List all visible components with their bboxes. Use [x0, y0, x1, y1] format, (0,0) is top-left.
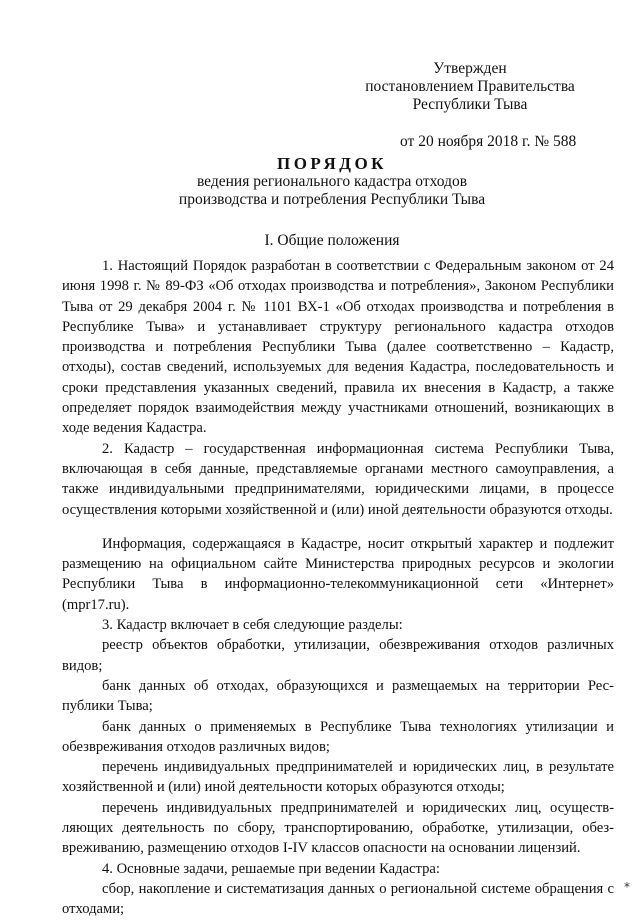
approval-line-approved: Утвержден [433, 60, 507, 77]
list-item-generators: перечень индивидуальных предпринимателей и юридических лиц, в результате хозяйственной и (или) иной деятельности которых образуются отходы; [62, 759, 614, 796]
list-item-waste-databank: банк данных об отходах, образующихся и размещаемых на территории Республики Тыва; [62, 677, 614, 715]
document-body [62, 256, 614, 920]
paragraph-2: 2. Кадастр – государственная информационная система Республики Тыва, включающая в себя данные, представляемые органами местного самоуправления, а также индивидуальными предпринимателями, юридическими лицами, в процессе осуществления которыми хозяйственной и (или) иной деятельности образуются отходы. [62, 440, 614, 518]
subtitle-line-1: ведения регионального кадастра отходов [196, 173, 468, 190]
list-item-registry: реестр объектов обработки, утилизации, обезвреживания отходов различных видов; [62, 637, 614, 674]
subtitle-line-2: производства и потребления Республики Тыва [178, 191, 486, 208]
document-title: ПОРЯДОК [276, 154, 387, 173]
approval-line-resolution: постановлением Правительства [365, 78, 575, 95]
section-heading: I. Общие положения [264, 232, 400, 249]
paragraph-info-open: Информация, содержащаяся в Кадастре, носит открытый характер и подлежит размещению на официальном сайте Министерства природных ресурсов и экологии Республики Тыва в информационно-телекоммуникационной сети «Интернет» (mpr17.ru). [62, 535, 614, 613]
paragraph-3: 3. Кадастр включает в себя следующие разделы: [102, 617, 403, 634]
document-subtitle [0, 173, 640, 209]
paragraph-1: 1. Настоящий Порядок разработан в соответствии с Федеральным законом от 24 июня 1998 г. № 89-ФЗ «Об отходах производства и потребления», Законом Республики Тыва от 29 декабря 2004 г. № 1101 ВХ-1 «Об отходах производства и потребления в Республике Тыва» и устанавливает структуру регионального кадастра отходов производства и потребления Республики Тыва (далее соответственно – Кадастр, отходы), состав сведений, используемых для ведения Кадастра, последовательность и сроки представления указанных сведений, правила их внесения в Кадастр, а также определяет порядок взаимодействия между участниками отношений, возникающих в ходе ведения Кадастра. [62, 258, 614, 437]
approval-stamp [350, 60, 590, 114]
list-item-technology-databank: банк данных о применяемых в Республике Тыва технологиях утилизации и обезвреживания отходов различных видов; [62, 718, 614, 755]
paragraph-4: 4. Основные задачи, решаемые при ведении Кадастра: [102, 860, 440, 877]
list-item-data-collection: сбор, накопление и систематизация данных о региональной системе обращения с отходами; [62, 880, 614, 918]
list-item-licensees: перечень индивидуальных предпринимателей и юридических лиц, осуществляющих деятельность по сбору, транспортированию, обработке, утилизации, обезвреживанию, размещению отходов I-IV классов опасности на основании лицензий. [62, 799, 614, 857]
approval-line-republic: Республики Тыва [412, 96, 528, 113]
decree-date: от 20 ноября 2018 г. № 588 [400, 133, 577, 150]
corner-mark: * [624, 880, 630, 894]
